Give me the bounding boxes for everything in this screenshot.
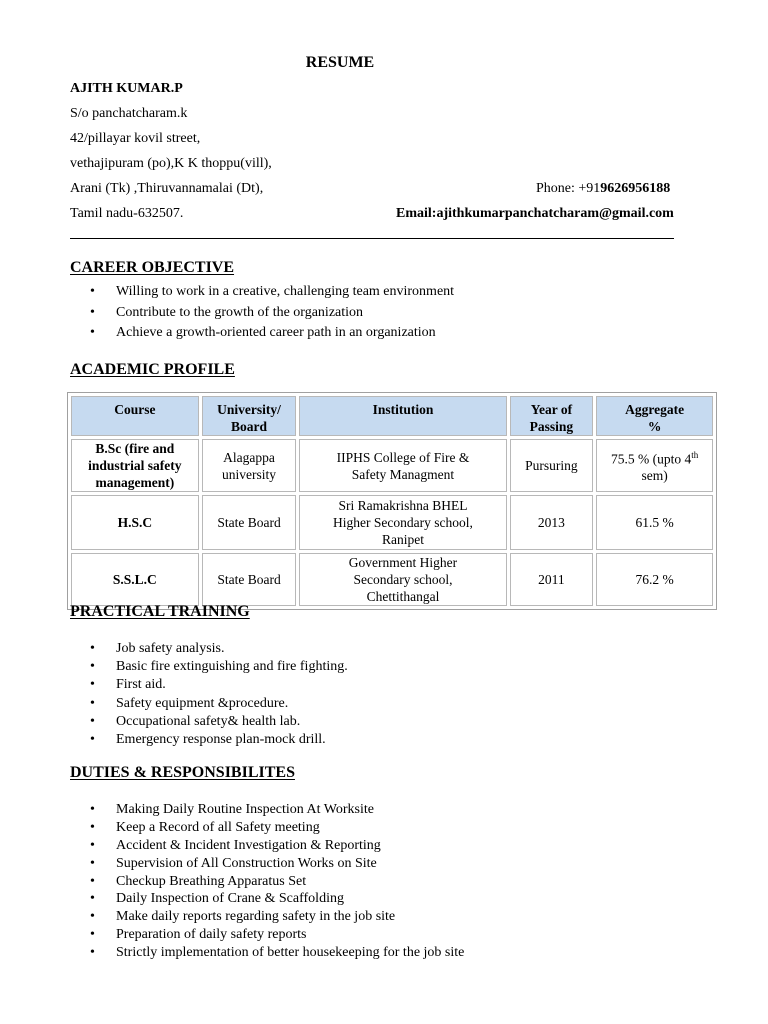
document-title: RESUME (305, 54, 375, 71)
table-row (71, 495, 713, 550)
course-cell: H.S.C (71, 495, 199, 550)
column-header-course: Course (71, 396, 199, 436)
list-item: • First aid. (88, 676, 348, 694)
list-item: • Keep a Record of all Safety meeting (88, 819, 464, 837)
practical-training-list (88, 640, 348, 749)
year-cell: Pursuring (510, 439, 594, 492)
list-item: • Job safety analysis. (88, 640, 348, 658)
list-item: • Safety equipment &procedure. (88, 695, 348, 713)
list-item: • Checkup Breathing Apparatus Set (88, 873, 464, 891)
board-cell: State Board (202, 495, 297, 550)
institution-cell: IIPHS College of Fire & Safety Managment (299, 439, 506, 492)
list-item: • Making Daily Routine Inspection At Worksite (88, 801, 464, 819)
column-header-board: University/ Board (202, 396, 297, 436)
applicant-name: AJITH KUMAR.P (70, 81, 183, 96)
career-objective-heading: CAREER OBJECTIVE (70, 259, 235, 276)
header-divider (70, 238, 674, 239)
phone (536, 181, 670, 197)
list-item: • Willing to work in a creative, challenging team environment (88, 282, 454, 303)
duties-list (88, 801, 464, 962)
institution-cell: Sri Ramakrishna BHEL Higher Secondary school, Ranipet (299, 495, 506, 550)
course-cell: S.S.L.C (71, 553, 199, 606)
career-objective-list (88, 282, 454, 344)
phone-number: 9626956188 (600, 181, 671, 196)
board-cell: Alagappa university (202, 439, 297, 492)
address-line: Arani (Tk) ,Thiruvannamalai (Dt), (70, 181, 264, 196)
address-line: 42/pillayar kovil street, (70, 131, 201, 146)
aggregate-cell: 75.5 % (upto 4th sem) (596, 439, 713, 492)
academic-table (67, 392, 717, 610)
email-link[interactable]: Email:ajithkumarpanchatcharam@gmail.com (396, 206, 674, 221)
list-item: • Occupational safety& health lab. (88, 713, 348, 731)
column-header-aggregate: Aggregate % (596, 396, 713, 436)
column-header-year: Year of Passing (510, 396, 594, 436)
table-row (71, 439, 713, 492)
list-item: • Preparation of daily safety reports (88, 926, 464, 944)
table-row (71, 553, 713, 606)
year-cell: 2011 (510, 553, 594, 606)
list-item: • Basic fire extinguishing and fire fighting. (88, 658, 348, 676)
list-item: • Strictly implementation of better housekeeping for the job site (88, 944, 464, 962)
course-cell: B.Sc (fire and industrial safety management) (71, 439, 199, 492)
duties-heading: DUTIES & RESPONSIBILITES (70, 764, 295, 781)
list-item: • Contribute to the growth of the organization (88, 303, 454, 324)
institution-cell: Government Higher Secondary school, Chettithangal (299, 553, 506, 606)
academic-profile-heading: ACADEMIC PROFILE (70, 361, 235, 378)
address-line: S/o panchatcharam.k (70, 106, 188, 121)
list-item: • Emergency response plan-mock drill. (88, 731, 348, 749)
year-cell: 2013 (510, 495, 594, 550)
list-item: • Accident & Incident Investigation & Reporting (88, 837, 464, 855)
aggregate-cell: 61.5 % (596, 495, 713, 550)
address-line: Tamil nadu-632507. (70, 206, 184, 221)
list-item: • Daily Inspection of Crane & Scaffolding (88, 890, 464, 908)
column-header-institution: Institution (299, 396, 506, 436)
list-item: • Supervision of All Construction Works on Site (88, 855, 464, 873)
address-line: vethajipuram (po),K K thoppu(vill), (70, 156, 272, 171)
board-cell: State Board (202, 553, 297, 606)
list-item: • Achieve a growth-oriented career path in an organization (88, 323, 454, 344)
aggregate-cell: 76.2 % (596, 553, 713, 606)
list-item: • Make daily reports regarding safety in the job site (88, 908, 464, 926)
phone-label: Phone: +91 (536, 181, 601, 196)
table-header-row (71, 396, 713, 436)
practical-training-heading: PRACTICAL TRAINING (70, 603, 250, 620)
